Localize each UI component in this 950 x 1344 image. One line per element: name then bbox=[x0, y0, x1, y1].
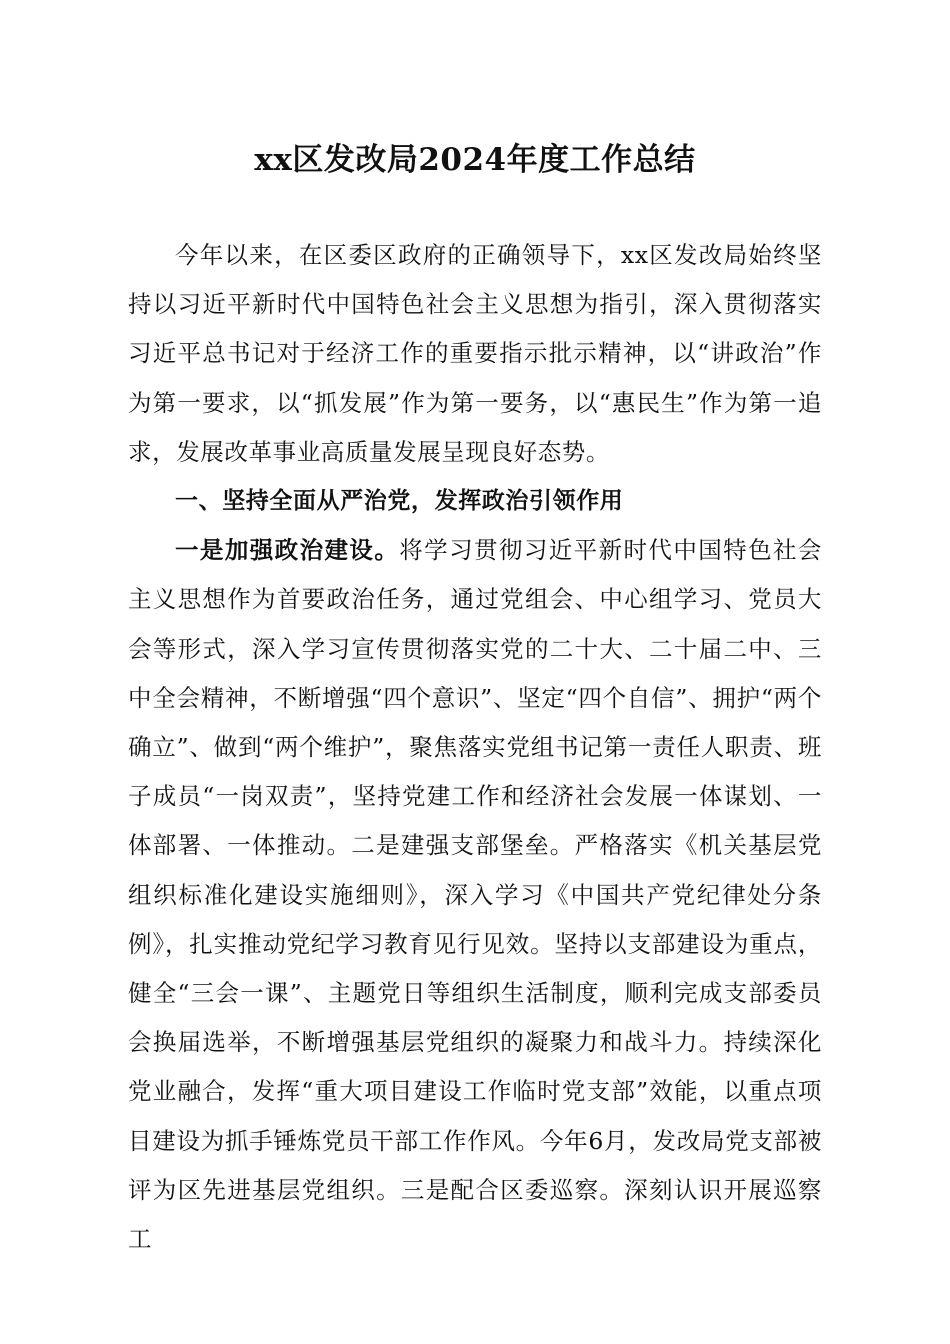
lead-phrase-branch-building: 二是建强支部堡垒。 bbox=[351, 831, 575, 860]
document-title: xx区发改局2024年度工作总结 bbox=[254, 142, 696, 178]
section-paragraph bbox=[128, 526, 822, 1264]
lead-phrase-political-building: 一是加强政治建设。 bbox=[175, 536, 400, 565]
lead-phrase-inspection: 三是配合区委巡察。 bbox=[400, 1175, 625, 1204]
section-heading: 一、坚持全面从严治党，发挥政治引领作用 bbox=[175, 488, 624, 515]
paragraph-text-inspection: 深刻认识开展巡察工 bbox=[128, 1175, 822, 1254]
paragraph-text-political-building: 将学习贯彻习近平新时代中国特色社会主义思想作为首要政治任务，通过党组会、中心组学习、党员大会等形式，深入学习宣传贯彻落实党的二十大、二十届二中、三中全会精神，不断增强“四个意识”、坚定“四个自信”、拥护“两个确立”、做到“两个维护”，聚焦落实党组书记第一责任人职责、班子成员“一岗双责”，坚持党建工作和经济社会发展一体谋划、一体部署、一体推动。 bbox=[128, 536, 822, 860]
intro-paragraph: 今年以来，在区委区政府的正确领导下，xx区发改局始终坚持以习近平新时代中国特色社会主义思想为指引，深入贯彻落实习近平总书记对于经济工作的重要指示批示精神，以“讲政治”作为第一要求，以“抓发展”作为第一要务，以“惠民生”作为第一追求，发展改革事业高质量发展呈现良好态势。 bbox=[128, 241, 822, 466]
document-body bbox=[128, 231, 822, 1264]
paragraph-text-branch-building: 严格落实《机关基层党组织标准化建设实施细则》，深入学习《中国共产党纪律处分条例》，扎实推动党纪学习教育见行见效。坚持以支部建设为重点，健全“三会一课”、主题党日等组织生活制度，顺利完成支部委员会换届选举，不断增强基层党组织的凝聚力和战斗力。持续深化党业融合，发挥“重大项目建设工作临时党支部”效能，以重点项目建设为抓手锤炼党员干部工作作风。今年6月，发改局党支部被评为区先进基层党组织。 bbox=[128, 831, 822, 1204]
